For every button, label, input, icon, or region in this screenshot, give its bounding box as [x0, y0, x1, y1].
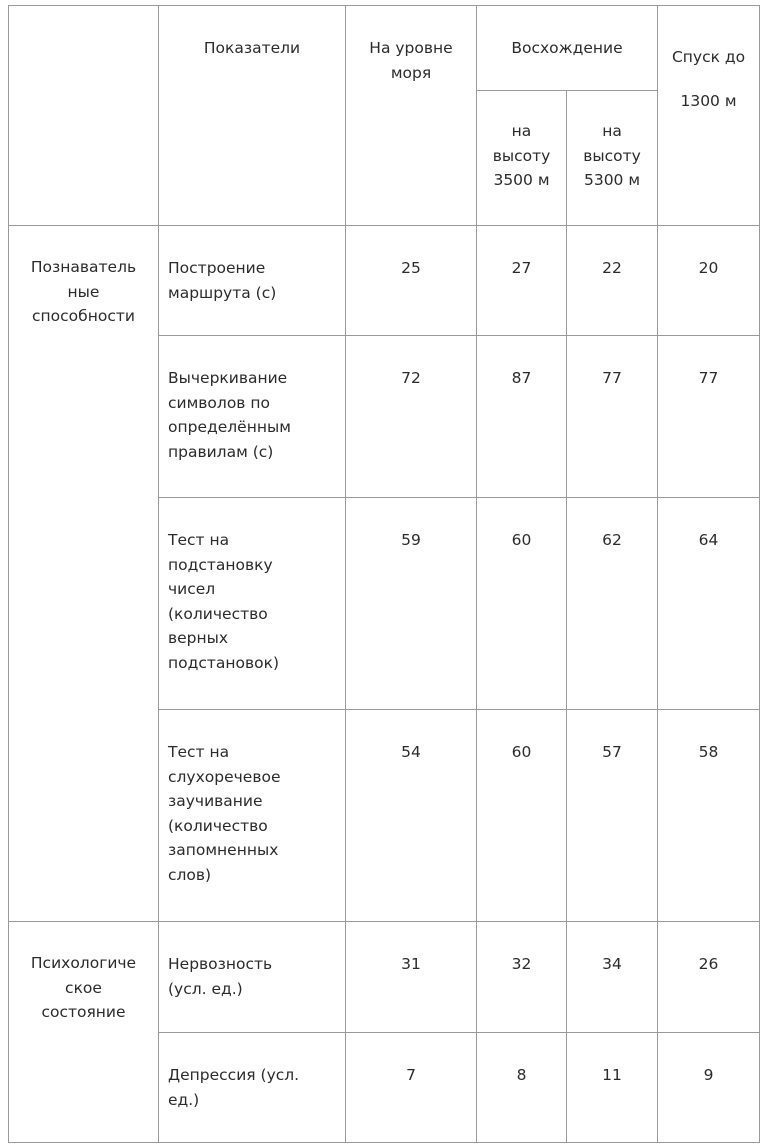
value-cell: 25: [346, 226, 477, 336]
header-sea-level: На уровне моря: [346, 6, 477, 226]
value-cell: 57: [567, 710, 658, 922]
value-cell: 11: [567, 1033, 658, 1143]
value-cell: 58: [658, 710, 760, 922]
value-cell: 60: [477, 710, 567, 922]
indicator-name: Вычеркивание символов по определённым правилам (с): [159, 336, 346, 498]
value-cell: 8: [477, 1033, 567, 1143]
value-cell: 7: [346, 1033, 477, 1143]
value-cell: 62: [567, 498, 658, 710]
value-cell: 20: [658, 226, 760, 336]
header-empty-cell: [9, 6, 159, 226]
value-cell: 9: [658, 1033, 760, 1143]
value-cell: 72: [346, 336, 477, 498]
table-row: [9, 922, 760, 1033]
indicator-name: Нервозность (усл. ед.): [159, 922, 346, 1033]
header-height-5300: на высоту 5300 м: [567, 91, 658, 226]
indicator-name: Тест на подстановку чисел (количество верных подстановок): [159, 498, 346, 710]
value-cell: 60: [477, 498, 567, 710]
value-cell: 64: [658, 498, 760, 710]
category-cognitive: Познаватель ные способности: [9, 226, 159, 922]
table-row: [9, 226, 760, 336]
value-cell: 22: [567, 226, 658, 336]
value-cell: 59: [346, 498, 477, 710]
value-cell: 27: [477, 226, 567, 336]
category-psychological: Психологиче ское состояние: [9, 922, 159, 1143]
value-cell: 32: [477, 922, 567, 1033]
value-cell: 31: [346, 922, 477, 1033]
header-descent: Спуск до 1300 м: [658, 6, 760, 226]
indicator-name: Депрессия (усл. ед.): [159, 1033, 346, 1143]
value-cell: 26: [658, 922, 760, 1033]
value-cell: 87: [477, 336, 567, 498]
value-cell: 77: [567, 336, 658, 498]
header-indicators: Показатели: [159, 6, 346, 226]
header-height-3500: на высоту 3500 м: [477, 91, 567, 226]
value-cell: 54: [346, 710, 477, 922]
value-cell: 34: [567, 922, 658, 1033]
indicator-name: Тест на слухоречевое заучивание (количество запомненных слов): [159, 710, 346, 922]
indicator-name: Построение маршрута (с): [159, 226, 346, 336]
header-ascent: Восхождение: [477, 6, 658, 91]
data-table: [8, 5, 760, 1143]
value-cell: 77: [658, 336, 760, 498]
